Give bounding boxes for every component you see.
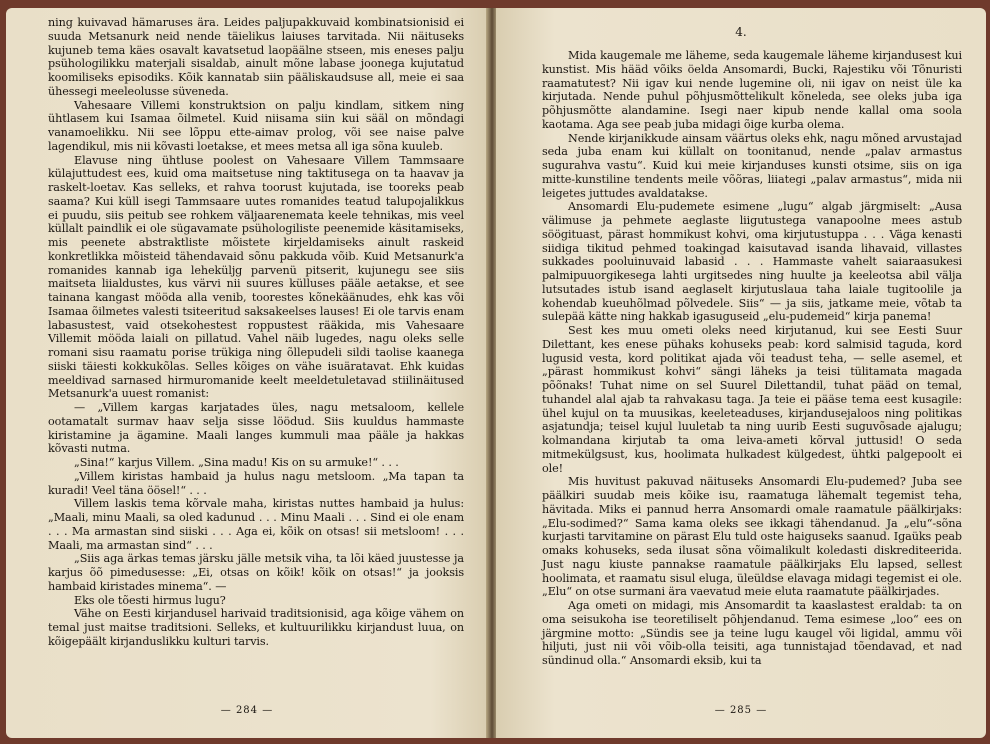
chapter-heading: 4. [735,25,747,39]
paragraph: Ansomardi Elu-pudemete esimene „lugu“ algab järgmiselt: „Ausa välimuse ja pehmete aeglaste liigutustega vanapoolne mees astub söögituast, pärast hommikust kohvi, oma kirjutustuppa . . . Väga kenasti siidiga tikitud pehmed toakingad kaisutavad isanda lihavaid, villastes sukkades pooluinuvaid labasid . . . Hammaste vahelt saiaraasukesi palmipuuorgikesega lahti urgitsedes ning huulte ja keeleotsa abil välja lutsutades istub isand aeglaselt kirjutuslaua taha laiale tugitoolile ja kohendab kueuhõlmad põlvedele. Siis“ — ja siis, jatkame meie, võtab ta sulepää kätte ning hakkab igasuguseid „elu-pudemeid“ kirja panema! [542,200,962,324]
paragraph: ning kuivavad hämaruses ära. Leides paljupakkuvaid kombinatsionisid ei suuda Metsanurk neid nende täielikus laiuses tarvitada. Nii näituseks kujuneb tema käes osavalt kavatsetud laopäälne stseen, mis eneses palju psühologilikku materjali sisaldab, ainult mõne labase joonega kujutatud koomiliseks episodiks. Kõik kannatab siin pääliskaudsuse all, meie ei saa ühessegi meeleolusse süveneda. [48,16,464,98]
paragraph: Mida kaugemale me läheme, seda kaugemale läheme kirjandusest kui kunstist. Mis hääd võiks öelda Ansomardi, Bucki, Rajestiku või Tõnuristi raamatutest? Nii igav kui nende lugemine oli, nii igav on neist üle ka kirjutada. Nende puhul põhjusmõttelikult kõneleda, see oleks juba iga põhjusmõtte alandamine. Isegi naer kipub nende kallal oma soola kaotama. Aga see peab juba midagi õige kurba olema. [542,49,962,131]
right-page [496,8,986,738]
paragraph: — „Villem kargas karjatades üles, nagu metsaloom, kellele ootamatalt surmav haav selja sisse löödud. Siis kuuldus hammaste kiristamine ja ägamine. Maali langes kummuli maa pääle ja hakkas kõvasti nutma. [48,401,464,456]
right-page-text [542,49,962,668]
paragraph: „Sina!“ karjus Villem. „Sina madu! Kis on su armuke!“ . . . [74,456,399,469]
paragraph: Sest kes muu ometi oleks need kirjutanud, kui see Eesti Suur Dilettant, kes enese pühaks kohuseks peab: kord salmisid taguda, kord lugusid vesta, kord politikat ajada või teadust teha, — selle asemel, et „pärast hommikust kohvi“ sängi läheks ja teisi tülitamata magada põõnaks! Tuhat nime on sel Suurel Dilettandil, tuhat pääd on temal, tuhandel alal ajab ta rahvakasu taga. Ja teie ei pääse tema eest kusagile: ühel kujul on ta muusikas, keeleteaduses, kirjandusejaloos ning politikas asjatundja; teisel kujul luuletab ta ning uurib Eesti suguvõsade ajalugu; kolmandana kirjutab ta oma leiva-ameti kõrval juttusid! O seda mitmekülgsust, kus, hoolimata hulkadest külgedest, ühtki palgepoolt ei ole! [542,324,962,475]
left-page-text [48,16,464,649]
paragraph: Villem laskis tema kõrvale maha, kiristas nuttes hambaid ja hulus: „Maali, minu Maali, sa oled kadunud . . . Minu Maali . . . Sind ei ole enam . . . Ma armastan sind siiski . . . Aga ei, kõik on otsas! sii metsloom! . . . Maali, ma armastan sind“ . . . [48,497,464,552]
paragraph: Vähe on Eesti kirjandusel harivaid traditsionisid, aga kõige vähem on temal just maitse traditsioni. Selleks, et kultuurilikku kirjandust luua, on kõigepäält kirjanduslikku kulturi tarvis. [48,607,464,648]
page-number-left: — 284 — [220,705,274,716]
paragraph: „Siis aga ärkas temas järsku jälle metsik viha, ta lõi käed juustesse ja karjus õõ pimedusesse: „Ei, otsas on kõik! kõik on otsas!“ ja jooksis hambaid kiristades minema“. — [48,552,464,593]
paragraph: Mis huvitust pakuvad näituseks Ansomardi Elu-pudemed? Juba see päälkiri suudab meis kõike isu, raamatuga lähemalt tegemist teha, hävitada. Miks ei pannud herra Ansomardi omale raamatule päälkirjaks: „Elu-sodimed?“ Sama kama oleks see ikkagi tähendanud. Ja „elu“-sõna kurjasti tarvitamine on pärast Elu tuld oste haiguseks saanud. Igaüks peab omaks kohuseks, seda ilusat sõna võimalikult koledasti diskrediteerida. Just nagu kiuste pannakse raamatule päälkirjaks Elu lapsed, sellest hoolimata, et raamatu sisul eluga, üleüldse elavaga midagi tegemist ei ole. „Elu“ on otse surmani ära vaevatud meie eluta raamatute päälkirjades. [542,475,962,599]
paragraph: Elavuse ning ühtluse poolest on Vahesaare Villem Tammsaare külajuttudest ees, kuid oma maitsetuse ning taktitusega on ta haavav ja raskelt-loetav. Kas selleks, et rahva toorust kujutada, ise tooreks peab saama? Kui küll isegi Tammsaare uutes romanides teatud talupojalikkus ei puudu, siis peitub see rohkem väljaarenemata keele tehnikas, mis veel küllalt paindlik ei ole sügavamate psühologiliste peenemide käsitamiseks, mis peenete abstraktliste mõistete kirjeldamiseks ainult raskeid konkretlikka mõisteid tähendavaid sõnu pakkuda võib. Kuid Metsanurk'a romanides kannab iga leheküljg parvenü pitserit, kujunegu see siis maitseta liialdustes, kus värvi nii suures külluses pääle aetakse, et see tainana kangast mööda alla venib, toorestes kõnekäänudes, ehk kas või Isamaa õilmetes valesti tsiteeritud saksakeelses lauses! Ei ole tarvis enam labasustest, vaid otsekohestest roppustest rääkida, mis Vahesaare Villemit mööda laiali on pillatud. Vahel näib lugedes, nagu oleks selle romani sisu raamatu porise trükiga ning õllepudeli sildi taolise kaanega siiski täiesti kokkukõlas. Selles kõiges on vähe isuäratavat. Ehk kuidas meeldivad sarnased hirmuromanide keelt meeldetuletavad stiilinäitused Metsanurk'a uuest romanist: [48,153,464,401]
paragraph: Eks ole tõesti hirmus lugu? [74,593,226,607]
page-number-right: — 285 — [714,705,768,716]
paragraph: „Villem kiristas hambaid ja hulus nagu metsloom. „Ma tapan ta kuradi! Veel täna öösel!“ . . . [48,469,464,497]
paragraph: Aga ometi on midagi, mis Ansomardit ta kaaslastest eraldab: ta on oma seisukoha ise teoretiliselt põhjendanud. Tema esimese „loo“ ees on järgmine motto: „Sündis see ja teine lugu kaugel või ligidal, ammu või hiljuti, just nii või võib-olla teisiti, aga tunnistajad tõendavad, et nad sündinud olla.“ Ansomardi eksib, kui ta [542,599,962,667]
paragraph: Vahesaare Villemi konstruktsion on palju kindlam, sitkem ning ühtlasem kui Isamaa õilmetel. Kuid niisama siin kui sääl on mõndagi vanamoelikku. Nii see lõppu ette-aimav prolog, või see naise palve lagendikul, mis nii kõvasti loetakse, et mees metsa all iga sõna kuuleb. [48,98,464,153]
left-page [6,8,488,738]
paragraph: Nende kirjanikkude ainsam väärtus oleks ehk, nagu mõned arvustajad seda juba enam kui küllalt on toonitanud, nende „palav armastus sugurahva vastu“. Kuid kui meie kirjanduses kunsti otsime, siis on iga mitte-kunstiline tendents meile võõras, liiategi „palav armastus“, mida nii leigetes juttudes avaldatakse. [542,131,962,200]
